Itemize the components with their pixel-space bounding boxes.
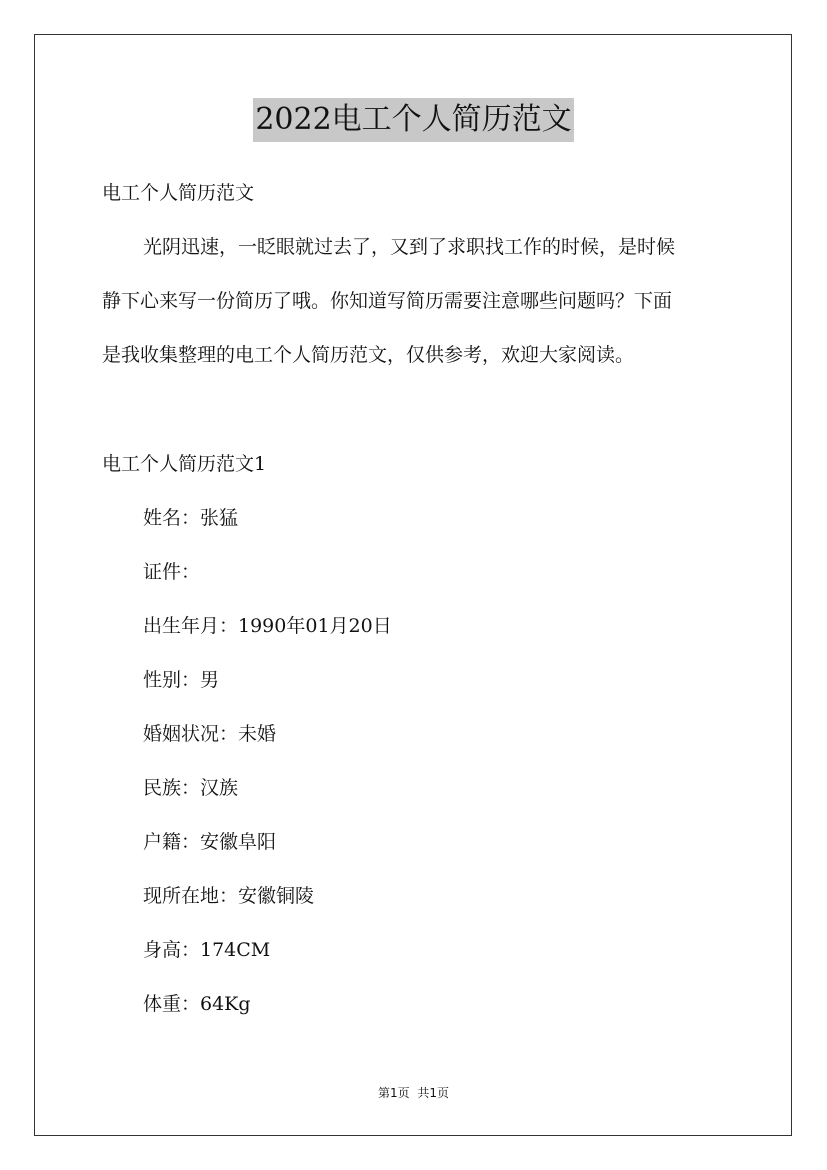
field-id: 证件： [143, 561, 201, 583]
intro-line-3: 是我收集整理的电工个人简历范文，仅供参考，欢迎大家阅读。 [102, 344, 635, 366]
field-weight: 体重：64Kg [143, 993, 251, 1015]
field-gender: 性别：男 [143, 669, 220, 691]
field-marital: 婚姻状况：未婚 [143, 723, 277, 745]
intro-line-1: 光阴迅速，一眨眼就过去了，又到了求职找工作的时候，是时候 [143, 236, 676, 258]
field-height: 身高：174CM [143, 939, 271, 961]
intro-line-2: 静下心来写一份简历了哦。你知道写简历需要注意哪些问题吗？下面 [102, 290, 673, 312]
field-birth: 出生年月：1990年01月20日 [143, 615, 392, 637]
page-footer [0, 1085, 827, 1101]
footer-total-label: 共1页 [417, 1086, 449, 1100]
document-title: 2022电工个人简历范文 [253, 98, 573, 142]
field-location: 现所在地：安徽铜陵 [143, 885, 315, 907]
document-subtitle: 电工个人简历范文 [102, 182, 255, 204]
field-ethnicity: 民族：汉族 [143, 777, 239, 799]
section-heading: 电工个人简历范文1 [102, 453, 267, 475]
field-name: 姓名：张猛 [143, 507, 239, 529]
field-household: 户籍：安徽阜阳 [143, 831, 277, 853]
footer-page-label: 第1页 [378, 1086, 410, 1100]
title-wrap [0, 98, 827, 142]
